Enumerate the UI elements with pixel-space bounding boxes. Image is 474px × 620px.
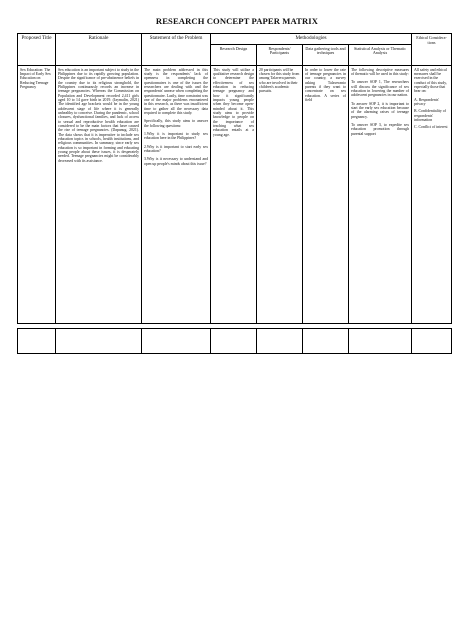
- empty-cell: [211, 329, 257, 354]
- cell-statistical-analysis: [349, 65, 412, 323]
- empty-cell: [18, 329, 56, 354]
- cell-rationale: Sex education is an important subject to study in the Philippines due to its rapidly growing population. Despite the significance of pre-abstinence beliefs in the country due to its religious stronghold, the Philippines continuously records an increase in teenage pregnancies. Whereas the Commission on Population and Development recorded 2,411 girls aged 10 to 14 gave birth in 2019. (Jaymalin, 2021) The identified age brackets would be in the young adolescent stage of life where it is generally unhealthy to conceive. During the pandemic, school closures, dysfunctional families, and lack of access to sexual and reproductive health education are considered to be the main factors that have caused the rise of teenage pregnancies. (Dapanug, 2021). The data shows that it is imperative to include sex education topics in schools, health institutions, and religious communities. In summary, since early sex education is so important in forming and educating young people about these issues, it is desperately needed. Teenage pregnancies might be considerably decreased with its assistance.: [56, 65, 142, 323]
- ethical-intro: All safety and ethical measures shall be exercised in the conduct of this study, especially those that bear on:: [414, 67, 448, 94]
- header-ethical-considerations: Ethical Considera- tions: [412, 34, 452, 66]
- empty-cell: [303, 329, 349, 354]
- document-title: RESEARCH CONCEPT PAPER MATRIX: [155, 16, 319, 26]
- empty-cell: [412, 329, 452, 354]
- header-rationale: Rationale: [56, 34, 142, 66]
- cell-data-gathering: In order to lower the rate of teenage pregnancies in our country, a survey asking Talaveranio parents if they want to concentrate on sex education. A series of field: [303, 65, 349, 323]
- cell-proposed-title: Sex Education: The Impact of Early Sex Education on Reducing Teenage Pregnancy: [18, 65, 56, 323]
- empty-cell: [142, 329, 211, 354]
- empty-cell: [56, 329, 142, 354]
- header-statistical-analysis: Statistical Analysis or Thematic Analysis: [349, 44, 412, 65]
- empty-cell: [257, 329, 303, 354]
- header-respondents: Respondents/ Participants: [257, 44, 303, 65]
- cell-respondents: 20 participants will be chosen for this study from among Talavera parents who are involved in their children's academic pursuits.: [257, 65, 303, 323]
- stat-sop-1: To answer SOP 1, The researchers will discuss the significance of sex education in lowering the number of adolescent pregnancies in our nation.: [351, 80, 410, 98]
- statement-question-3: 3.Why is it necessary to understand and open up people's minds about this issue?: [144, 157, 209, 166]
- empty-matrix-row: [17, 328, 452, 354]
- stat-sop-2: To answer SOP 2, it is important to start the early sex education because of the alarming raises of teenage pregnancy.: [351, 101, 410, 119]
- empty-cell: [349, 329, 412, 354]
- header-data-gathering: Data gathering tools and techniques: [303, 44, 349, 65]
- statement-lead: Specifically, this study aims to answer the following questions:: [144, 119, 209, 128]
- statement-question-2: 2.Why is it important to start early sex education?: [144, 144, 209, 154]
- ethical-item-a: A. Respondents' privacy: [414, 97, 440, 106]
- cell-statement-of-problem: [142, 65, 211, 323]
- concept-matrix-table: [17, 33, 452, 324]
- ethical-item-b: B. Confidentiality of respondents' information: [414, 109, 446, 123]
- ethical-item-c: C. Conflict of interest: [414, 125, 448, 130]
- statement-intro: The main problem addressed in this study is the respondents' lack of openness in completing the questionnaires is one of the issues the researchers are dealing with and the respondents' unease when completing the questionnaire. Lastly, time constraint was one of the major problems encountered in this research, as there was insufficient time to gather all the necessary data required to complete this study.: [144, 67, 209, 116]
- statement-question-1: 1.Why it is important to study sex education here in the Philippines?: [144, 132, 209, 141]
- cell-research-design: This study will utilize a qualitative research design to determine the effectiveness of sex education in reducing teenage pregnancy and how it significantly impacts young people when they become open-minded about it. This study aims to provide knowledge to people on the importance of teaching what sex education entails at a young age.: [211, 65, 257, 323]
- cell-ethical-considerations: [412, 65, 452, 323]
- header-proposed-title: Proposed Title: [18, 34, 56, 66]
- header-statement-of-problem: Statement of the Problem: [142, 34, 211, 66]
- header-methodologies: Methodologies: [211, 34, 412, 45]
- stat-sop-3: To answer SOP 3, to expedite sex education promotion through parental support: [351, 123, 410, 136]
- header-research-design: Research Design: [211, 44, 257, 65]
- stat-intro: The following descriptive measures of thematic will be used in this study:: [351, 67, 410, 76]
